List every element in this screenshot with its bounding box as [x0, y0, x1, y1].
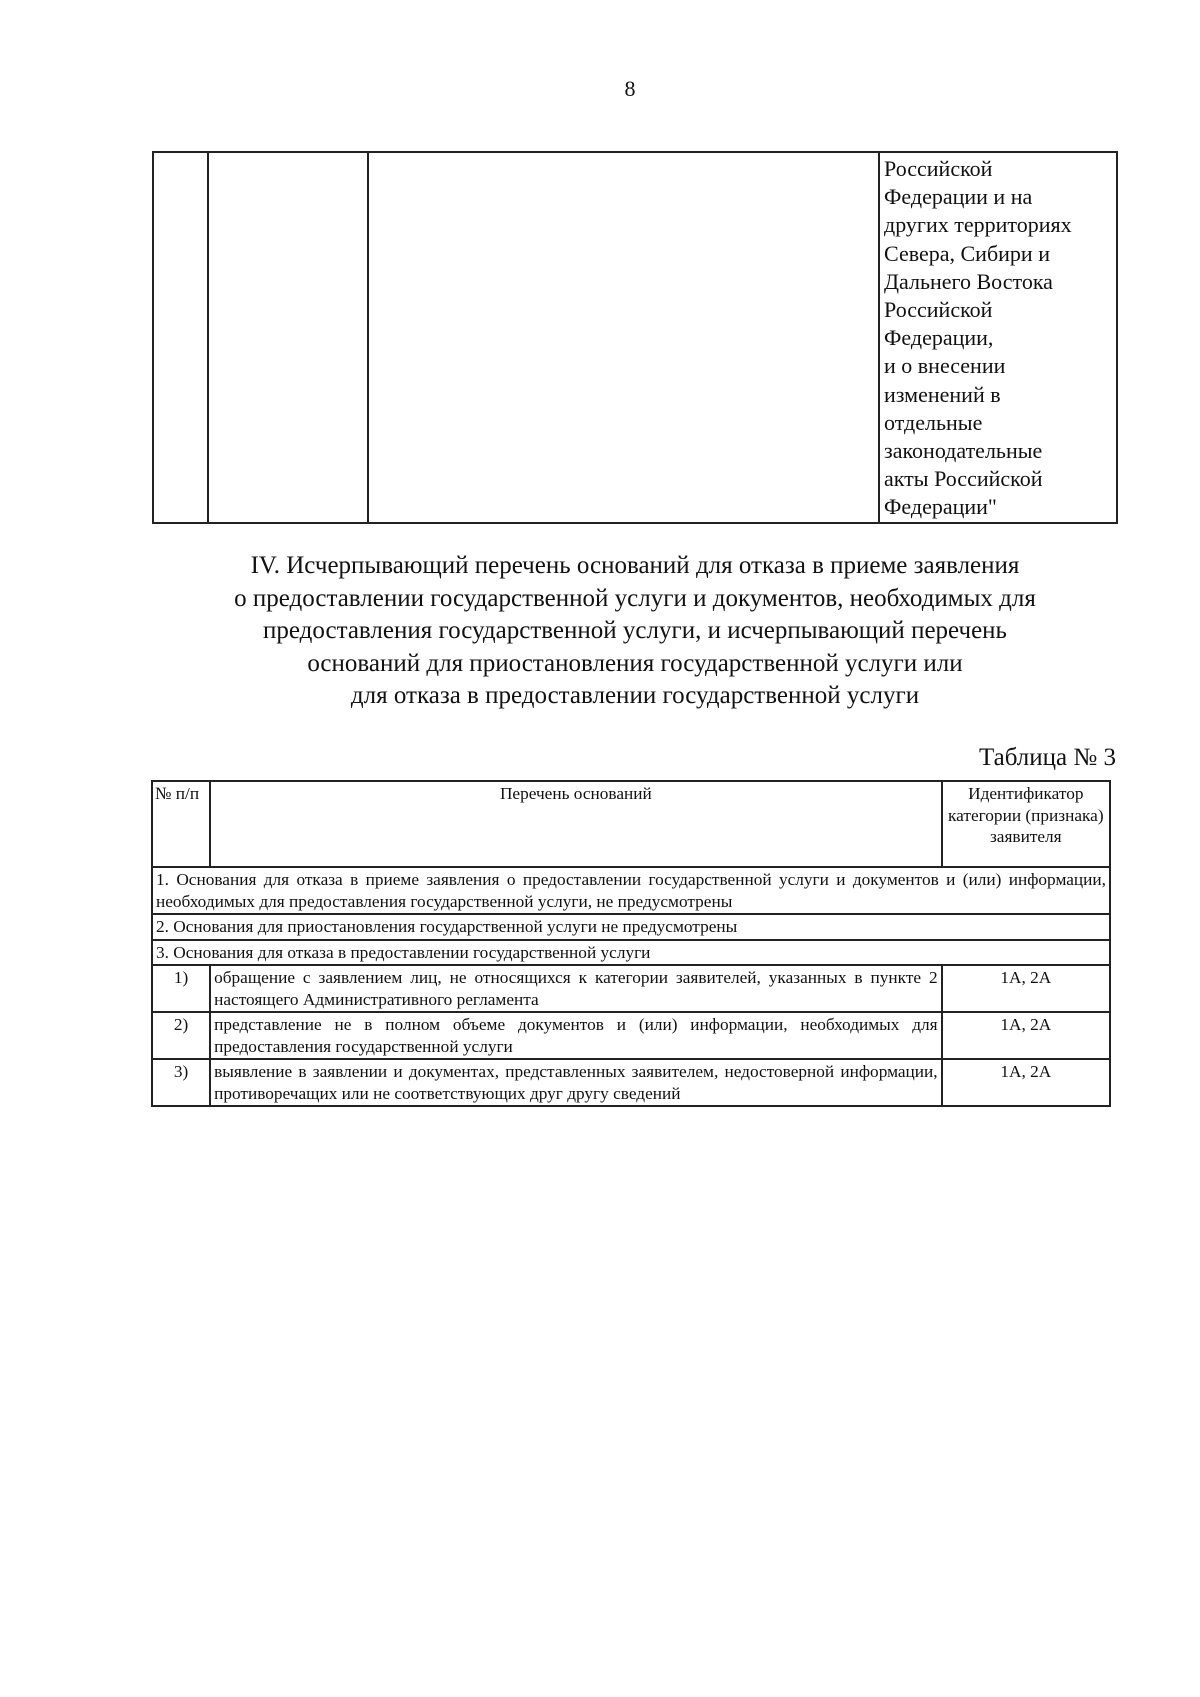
header-number: № п/п — [152, 781, 210, 867]
row-text: представление не в полном объеме документов и (или) информации, необходимых для предоставления государственной услуги — [210, 1012, 942, 1059]
row-number: 2) — [152, 1012, 210, 1059]
table-row — [152, 1012, 1110, 1059]
group-row-text: 3. Основания для отказа в предоставлении государственной услуги — [152, 940, 1110, 966]
header-identifier: Идентификатор категории (признака) заявителя — [942, 781, 1110, 867]
continuation-cell-text: Российской Федерации и на других территориях Севера, Сибири и Дальнего Востока Российской Федерации, и о внесении изменений в отдельные законодательные акты Российской Федерации" — [884, 156, 1072, 520]
table-header-row — [152, 781, 1110, 867]
row-category: 1А, 2А — [942, 1059, 1110, 1106]
row-text: обращение с заявлением лиц, не относящихся к категории заявителей, указанных в пункте 2 настоящего Административного регламента — [210, 965, 942, 1012]
table-row — [152, 965, 1110, 1012]
row-text: выявление в заявлении и документах, представленных заявителем, недостоверной информации, противоречащих или не соответствующих друг другу сведений — [210, 1059, 942, 1106]
group-row-text: 1. Основания для отказа в приеме заявления о предоставлении государственной услуги и документов и (или) информации, необходимых для предоставления государственной услуги, не предусмотрены — [152, 867, 1110, 914]
section-title: IV. Исчерпывающий перечень оснований для отказа в приеме заявления о предоставлении государственной услуги и документов, необходимых для предоставления государственной услуги, и исчерпывающий перечень оснований для приостановления государственной услуги или для отказа в предоставлении государственной услуги — [234, 552, 1036, 709]
row-number: 3) — [152, 1059, 210, 1106]
group-row — [152, 940, 1110, 966]
row-category: 1А, 2А — [942, 1012, 1110, 1059]
continuation-cell-3 — [368, 152, 879, 523]
row-category: 1А, 2А — [942, 965, 1110, 1012]
continuation-cell-2 — [208, 152, 368, 523]
continuation-table — [152, 151, 1118, 524]
header-grounds: Перечень оснований — [210, 781, 942, 867]
page-number: 8 — [624, 76, 636, 101]
continuation-table-row — [153, 152, 1117, 523]
continuation-cell-4 — [879, 152, 1117, 523]
table-label: Таблица № 3 — [978, 744, 1116, 771]
grounds-table — [151, 780, 1111, 1107]
continuation-cell-1 — [153, 152, 208, 523]
group-row-text: 2. Основания для приостановления государственной услуги не предусмотрены — [152, 914, 1110, 940]
group-row — [152, 914, 1110, 940]
group-row — [152, 867, 1110, 914]
table-row — [152, 1059, 1110, 1106]
row-number: 1) — [152, 965, 210, 1012]
